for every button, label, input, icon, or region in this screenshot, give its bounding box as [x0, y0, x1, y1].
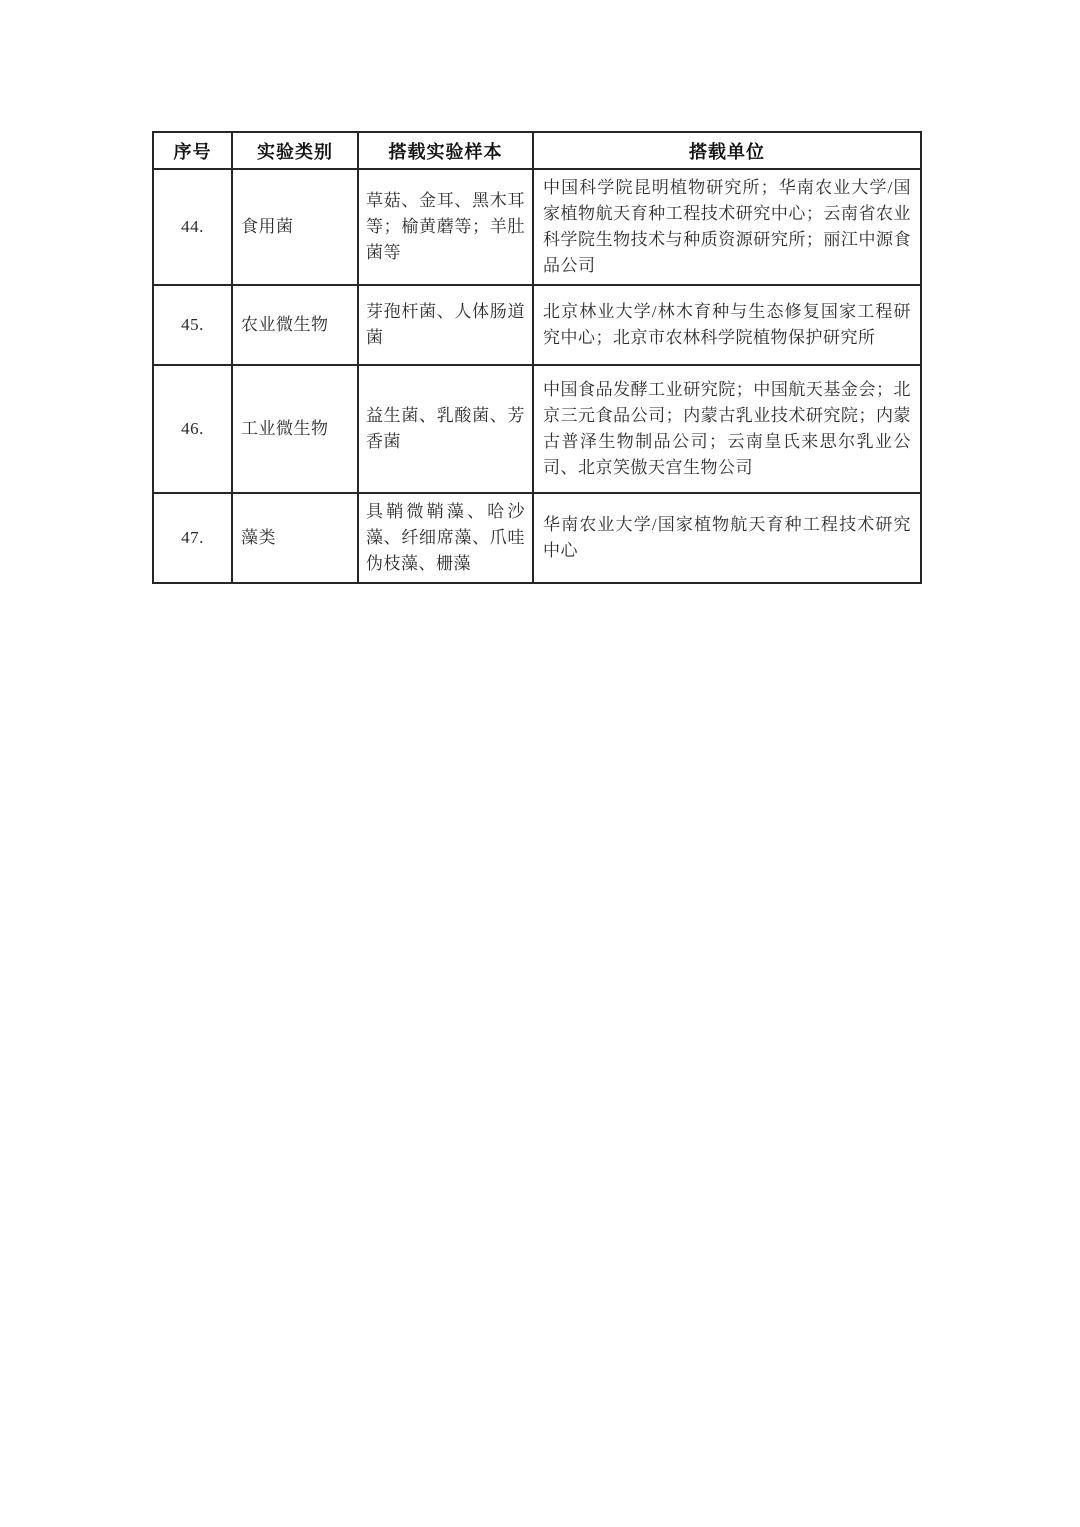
cell-carrying-units: 中国食品发酵工业研究院；中国航天基金会；北京三元食品公司；内蒙古乳业技术研究院；内蒙古普泽生物制品公司；云南皇氏来思尔乳业公司、北京笑傲天宫生物公司 — [533, 365, 921, 493]
table-row — [153, 169, 921, 285]
header-experiment-category: 实验类别 — [232, 132, 358, 169]
cell-experiment-category: 农业微生物 — [232, 285, 358, 365]
cell-carrying-units: 北京林业大学/林木育种与生态修复国家工程研究中心；北京市农林科学院植物保护研究所 — [533, 285, 921, 365]
cell-experiment-samples: 益生菌、乳酸菌、芳香菌 — [358, 365, 533, 493]
cell-carrying-units: 华南农业大学/国家植物航天育种工程技术研究中心 — [533, 493, 921, 583]
cell-experiment-samples: 芽孢杆菌、人体肠道菌 — [358, 285, 533, 365]
cell-experiment-category: 藻类 — [232, 493, 358, 583]
table-header-row — [153, 132, 921, 169]
cell-experiment-samples: 草菇、金耳、黑木耳等；榆黄蘑等；羊肚菌等 — [358, 169, 533, 285]
header-experiment-samples: 搭载实验样本 — [358, 132, 533, 169]
cell-serial-number: 46. — [153, 365, 232, 493]
header-serial-number: 序号 — [153, 132, 232, 169]
cell-carrying-units: 中国科学院昆明植物研究所；华南农业大学/国家植物航天育种工程技术研究中心；云南省农业科学院生物技术与种质资源研究所；丽江中源食品公司 — [533, 169, 921, 285]
table-row — [153, 493, 921, 583]
cell-serial-number: 44. — [153, 169, 232, 285]
table-row — [153, 285, 921, 365]
cell-experiment-samples: 具鞘微鞘藻、哈沙藻、纤细席藻、爪哇伪枝藻、栅藻 — [358, 493, 533, 583]
payload-experiments-table — [152, 131, 922, 584]
cell-serial-number: 47. — [153, 493, 232, 583]
cell-experiment-category: 工业微生物 — [232, 365, 358, 493]
table-row — [153, 365, 921, 493]
cell-experiment-category: 食用菌 — [232, 169, 358, 285]
header-carrying-units: 搭载单位 — [533, 132, 921, 169]
cell-serial-number: 45. — [153, 285, 232, 365]
